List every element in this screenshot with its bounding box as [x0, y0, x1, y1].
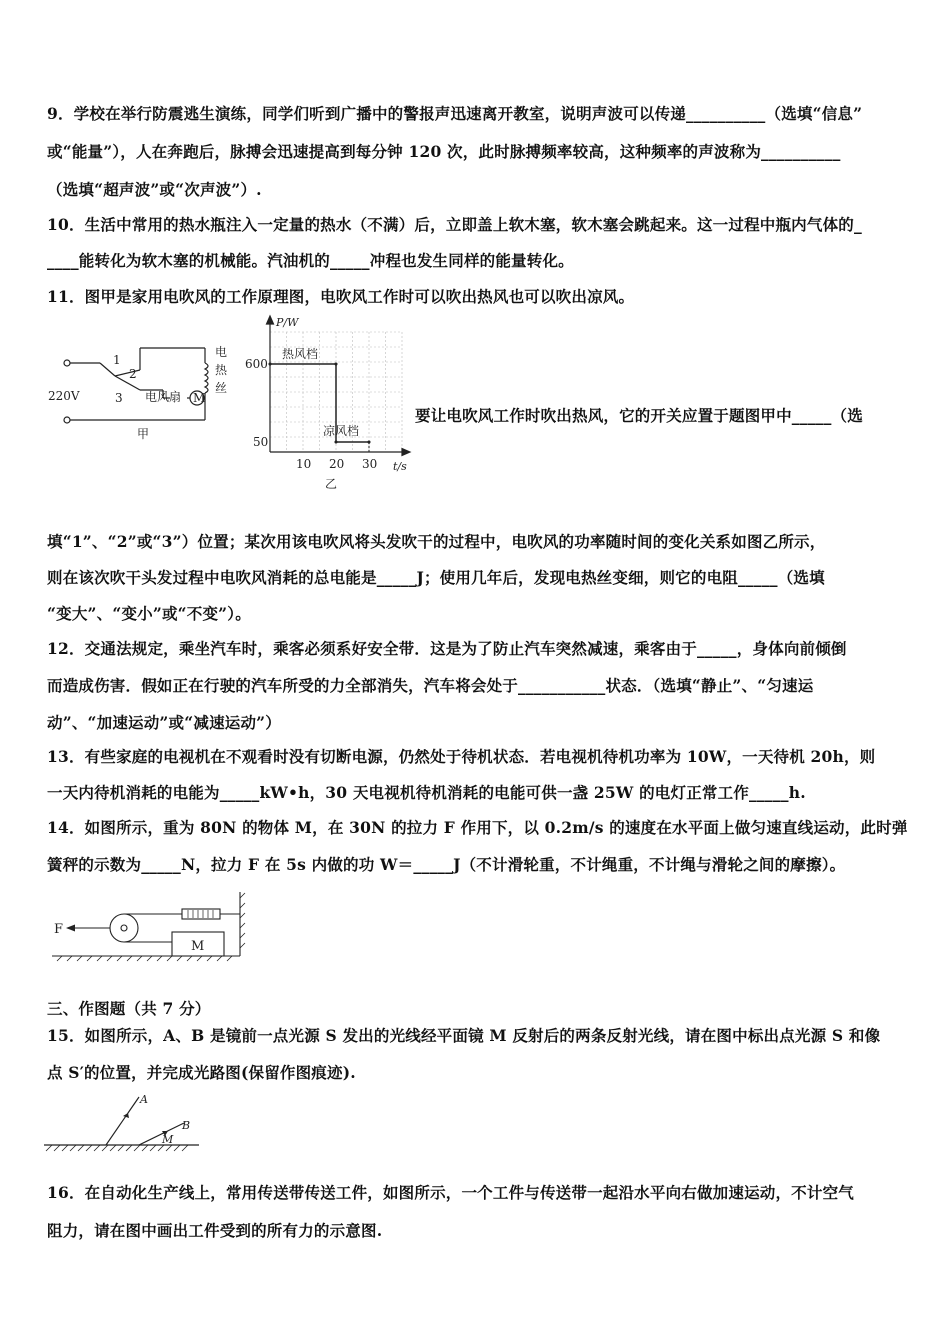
- q10-line-2: ____能转化为软木塞的机械能。汽油机的_____冲程也发生同样的能量转化。: [47, 251, 574, 270]
- q9-line-1: 9．学校在举行防震逃生演练，同学们听到广播中的警报声迅速离开教室，说明声波可以传递__________（选填“信息”: [47, 104, 863, 123]
- heater-char-1: 电: [215, 345, 228, 359]
- power-data-point: [269, 363, 271, 365]
- section-title: 三、作图题（共 7 分）: [47, 999, 211, 1018]
- ray-a-label: A: [140, 1093, 148, 1106]
- heater-char-2: 热: [215, 363, 228, 377]
- q15-line-2: 点 S′的位置，并完成光路图(保留作图痕迹).: [47, 1063, 356, 1082]
- q11-line-2: 则在该次吹干头发过程中电吹风消耗的总电能是_____J；使用几年后，发现电热丝变细，则它的电阻_____（选填: [47, 568, 825, 587]
- circuit-diagram: [45, 318, 245, 443]
- x-axis-arrow: [402, 449, 410, 456]
- switch-pos-2: 2: [129, 367, 137, 381]
- q13-line-2: 一天内待机消耗的电能为_____kW•h，30 天电视机待机消耗的电能可供一盏 25W 的电灯正常工作_____h.: [47, 783, 806, 802]
- q9-line-3: （选填“超声波”或“次声波”）.: [47, 180, 262, 199]
- pulley-diagram: [52, 888, 252, 963]
- hot-label: 热风档: [282, 347, 319, 361]
- circuit-caption: 甲: [137, 427, 150, 441]
- q13-line-1: 13．有些家庭的电视机在不观看时没有切断电源，仍然处于待机状态．若电视机待机功率为 10W，一天待机 20h，则: [47, 747, 876, 766]
- q11-side-text: 要让电吹风工作时吹出热风，它的开关应置于题图甲中_____（选: [415, 406, 863, 425]
- q16-line-1: 16．在自动化生产线上，常用传送带传送工件，如图所示，一个工件与传送带一起沿水平向右做加速运动，不计空气: [47, 1183, 854, 1202]
- switch-pos-1: 1: [113, 353, 121, 367]
- y-axis-arrow: [267, 316, 274, 324]
- mass-label: M: [191, 939, 205, 954]
- switch-pos-3: 3: [115, 391, 123, 405]
- power-data-point: [335, 441, 337, 443]
- x-axis-label: t/s: [393, 460, 407, 473]
- chart-caption: 乙: [325, 477, 338, 491]
- voltage-label: 220V: [48, 389, 80, 403]
- x-tick-label: 20: [329, 457, 345, 471]
- q12-line-2: 而造成伤害．假如正在行驶的汽车所受的力全部消失，汽车将会处于___________状态．（选填“静止”、“匀速运: [47, 676, 814, 695]
- q10-line-1: 10．生活中常用的热水瓶注入一定量的热水（不满）后，立即盖上软木塞，软木塞会跳起来。这一过程中瓶内气体的_: [47, 215, 862, 234]
- q11-intro: 11．图甲是家用电吹风的工作原理图，电吹风工作时可以吹出热风也可以吹出凉风。: [47, 287, 635, 306]
- cool-label: 凉风档: [323, 424, 360, 438]
- mirror-m-label: M: [162, 1133, 174, 1146]
- q11-line-3: “变大”、“变小”或“不变”）。: [47, 604, 251, 623]
- q12-line-1: 12．交通法规定，乘坐汽车时，乘客必须系好安全带．这是为了防止汽车突然减速，乘客由于_____，身体向前倾倒: [47, 639, 847, 658]
- fan-label: 电风扇: [145, 390, 182, 404]
- q11-line-1: 填“1”、“2”或“3”）位置；某次用该电吹风将头发吹干的过程中，电吹风的功率随时间的变化关系如图乙所示，: [47, 532, 826, 551]
- mirror-diagram: [44, 1085, 204, 1155]
- power-data-point: [335, 363, 337, 365]
- q12-line-3: 动”、“加速运动”或“减速运动”）: [47, 713, 281, 732]
- q16-line-2: 阻力，请在图中画出工件受到的所有力的示意图.: [47, 1221, 383, 1240]
- q15-line-1: 15．如图所示，A、B 是镜前一点光源 S 发出的光线经平面镜 M 反射后的两条反射光线，请在图中标出点光源 S 和像: [47, 1026, 881, 1045]
- y-tick-label: 50: [253, 435, 269, 449]
- x-tick-label: 30: [362, 457, 378, 471]
- q14-line-1: 14．如图所示，重为 80N 的物体 M，在 30N 的拉力 F 作用下，以 0.2m/s 的速度在水平面上做匀速直线运动，此时弹: [47, 818, 908, 837]
- force-label: F: [54, 922, 64, 937]
- x-tick-label: 10: [296, 457, 312, 471]
- q9-line-2: 或“能量”），人在奔跑后，脉搏会迅速提高到每分钟 120 次，此时脉搏频率较高，这种频率的声波称为__________: [47, 142, 841, 161]
- q14-line-2: 簧秤的示数为_____N，拉力 F 在 5s 内做的功 W＝_____J（不计滑轮重，不计绳重，不计绳与滑轮之间的摩擦）。: [47, 855, 846, 874]
- heater-char-3: 丝: [215, 381, 228, 395]
- power-time-chart: [245, 312, 415, 492]
- y-tick-label: 600: [245, 357, 268, 371]
- motor-label: M: [193, 391, 206, 405]
- ray-b-label: B: [182, 1119, 191, 1132]
- y-axis-label: P/W: [276, 316, 299, 329]
